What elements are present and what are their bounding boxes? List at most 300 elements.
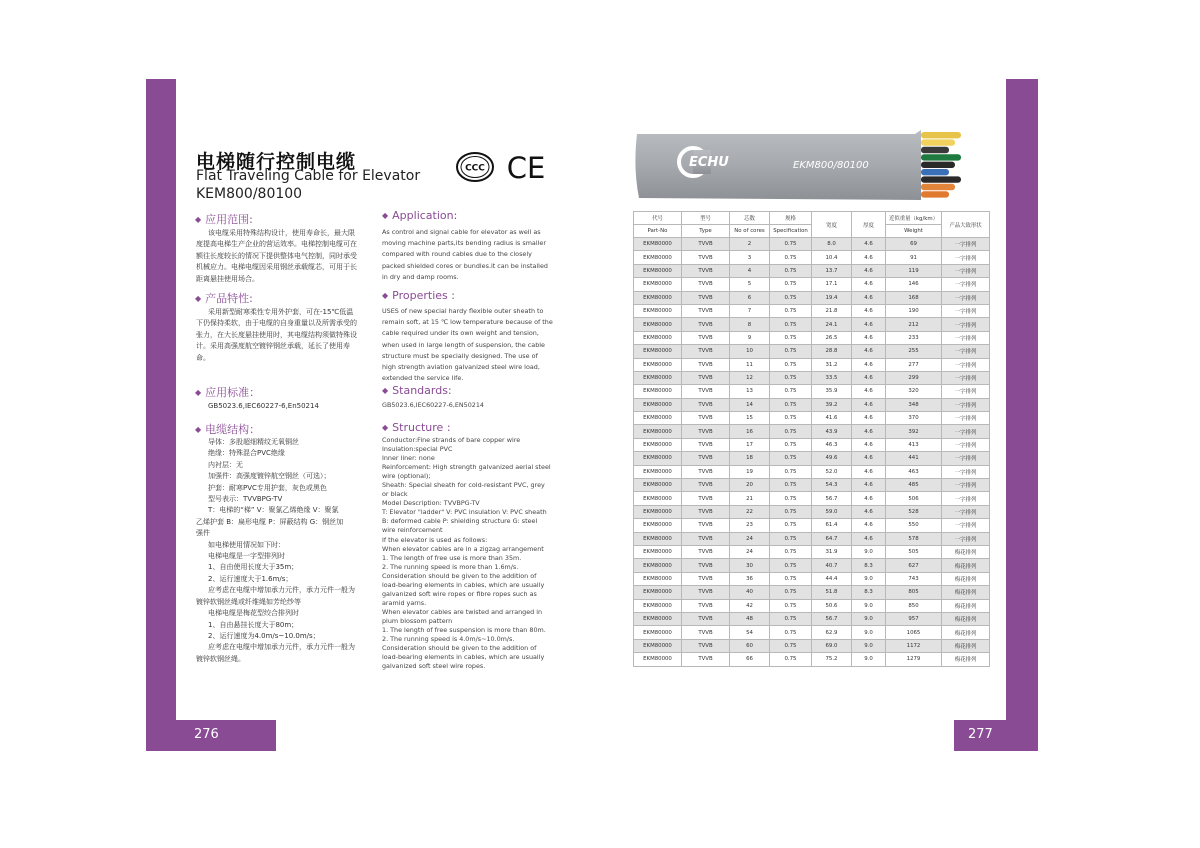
- col-header: 代号: [634, 212, 682, 225]
- table-cell: TVVB: [682, 626, 730, 639]
- right-page-footer-band: [954, 720, 1038, 751]
- table-cell: 9.0: [852, 639, 886, 652]
- cable-core: [921, 176, 961, 182]
- table-cell: 一字排列: [942, 345, 990, 358]
- table-cell: EKM80000: [634, 612, 682, 625]
- table-cell: 56.7: [812, 492, 852, 505]
- table-cell: EKM80000: [634, 545, 682, 558]
- table-cell: 10.4: [812, 251, 852, 264]
- table-cell: EKM80000: [634, 599, 682, 612]
- cable-model-text: EKM800/80100: [793, 160, 869, 171]
- table-cell: 2: [730, 238, 770, 251]
- cn-standards-heading: ◆ 应用标准：: [195, 386, 261, 399]
- diamond-bullet-icon: ◆: [195, 294, 202, 303]
- table-cell: 0.75: [770, 586, 812, 599]
- table-cell: 4.6: [852, 412, 886, 425]
- table-cell: TVVB: [682, 479, 730, 492]
- table-cell: 69: [886, 238, 942, 251]
- table-cell: 0.75: [770, 238, 812, 251]
- table-cell: 51.8: [812, 586, 852, 599]
- table-cell: 一字排列: [942, 304, 990, 317]
- table-cell: 441: [886, 452, 942, 465]
- table-cell: EKM80000: [634, 318, 682, 331]
- table-cell: TVVB: [682, 532, 730, 545]
- table-cell: 24.1: [812, 318, 852, 331]
- ccc-mark-text: CCC: [465, 163, 485, 174]
- en-structure-heading: ◆ Structure :: [382, 421, 451, 434]
- table-cell: 13: [730, 385, 770, 398]
- table-cell: TVVB: [682, 559, 730, 572]
- table-cell: 一字排列: [942, 318, 990, 331]
- table-cell: 4.6: [852, 251, 886, 264]
- table-cell: 59.0: [812, 505, 852, 518]
- table-cell: 54.3: [812, 479, 852, 492]
- table-cell: 4.6: [852, 358, 886, 371]
- table-cell: 4.6: [852, 452, 886, 465]
- cn-application-text: 该电缆采用特殊结构设计，使用寿命长，最大限 度提高电梯生产企业的营运效率。电梯控制电缆可在 额往长度较长的情况下提供整体电气控制，同时承受 机械应力。电梯电缆因采用钢丝承载缆芯，可用于长 距离悬挂使用场合。: [196, 229, 357, 283]
- table-cell: 50.6: [812, 599, 852, 612]
- col-header: 芯数: [730, 212, 770, 225]
- table-cell: 13.7: [812, 264, 852, 277]
- table-cell: 0.75: [770, 492, 812, 505]
- table-cell: 91: [886, 251, 942, 264]
- table-cell: 16: [730, 425, 770, 438]
- table-cell: 4.6: [852, 278, 886, 291]
- table-cell: TVVB: [682, 264, 730, 277]
- table-row: [634, 345, 990, 358]
- table-cell: 4.6: [852, 398, 886, 411]
- table-cell: 46.3: [812, 438, 852, 451]
- table-cell: TVVB: [682, 452, 730, 465]
- table-cell: 11: [730, 358, 770, 371]
- table-cell: 0.75: [770, 358, 812, 371]
- table-row: [634, 304, 990, 317]
- table-cell: 0.75: [770, 519, 812, 532]
- table-row: [634, 572, 990, 585]
- table-cell: 743: [886, 572, 942, 585]
- table-row: [634, 452, 990, 465]
- table-cell: EKM80000: [634, 358, 682, 371]
- table-cell: 20: [730, 479, 770, 492]
- table-row: [634, 653, 990, 666]
- table-cell: TVVB: [682, 251, 730, 264]
- table-cell: 15: [730, 412, 770, 425]
- table-cell: 4.6: [852, 345, 886, 358]
- page-number-right: 277: [968, 727, 993, 742]
- table-cell: 一字排列: [942, 358, 990, 371]
- table-cell: 52.0: [812, 465, 852, 478]
- table-cell: EKM80000: [634, 505, 682, 518]
- cn-properties-heading: ◆ 产品特性:: [195, 292, 253, 305]
- table-cell: 9.0: [852, 572, 886, 585]
- table-cell: 0.75: [770, 385, 812, 398]
- table-cell: TVVB: [682, 331, 730, 344]
- table-cell: 4.6: [852, 238, 886, 251]
- table-cell: TVVB: [682, 465, 730, 478]
- table-cell: 75.2: [812, 653, 852, 666]
- table-cell: 277: [886, 358, 942, 371]
- table-row: [634, 626, 990, 639]
- table-cell: 24: [730, 532, 770, 545]
- cn-structure-text: 导体：多股超细精纹无氧铜丝 绝缘：特殊混合PVC绝缘 内衬层：无 加强件：高强度镀锌航空钢丝（可选）； 护套：耐寒PVC专用护套，灰色或黑色 型号表示：TVVBPG-TV T：电梯的“梯” V：聚氯乙烯绝缘 V：聚氯 乙烯护套 B：扁形电缆 P：屏蔽结构 G：钢丝加 强件 如电梯使用情况如下时： 电梯电缆是一字型排列时 1、自由使用长度大于35m； 2、运行速度大于1.6m/s； 应考虑在电缆中增加承力元件，承力元件一般为 镀锌软钢丝绳或纤维绳如芳纶纱等 电梯电缆是梅花型绞合排列时 1、自由悬挂长度大于80m； 2、运行速度为4.0m/s~10.0m/s； 应考虑在电缆中增加承力元件，承力元件一般为 镀锌软钢丝绳。: [196, 438, 355, 663]
- table-row: [634, 559, 990, 572]
- table-cell: 212: [886, 318, 942, 331]
- table-cell: EKM80000: [634, 559, 682, 572]
- table-cell: 19.4: [812, 291, 852, 304]
- table-row: [634, 492, 990, 505]
- table-cell: 0.75: [770, 626, 812, 639]
- table-cell: 0.75: [770, 331, 812, 344]
- table-cell: 49.6: [812, 452, 852, 465]
- table-cell: 485: [886, 479, 942, 492]
- table-cell: TVVB: [682, 371, 730, 384]
- col-header: No of cores: [730, 225, 770, 238]
- table-cell: 一字排列: [942, 425, 990, 438]
- cable-core: [921, 184, 955, 190]
- table-cell: 17: [730, 438, 770, 451]
- table-cell: 36: [730, 572, 770, 585]
- table-row: [634, 291, 990, 304]
- table-cell: 54: [730, 626, 770, 639]
- table-cell: 0.75: [770, 398, 812, 411]
- table-cell: 23: [730, 519, 770, 532]
- table-cell: 梅花排列: [942, 559, 990, 572]
- table-cell: EKM80000: [634, 291, 682, 304]
- table-cell: 梅花排列: [942, 626, 990, 639]
- table-cell: EKM80000: [634, 479, 682, 492]
- table-cell: 528: [886, 505, 942, 518]
- table-cell: 578: [886, 532, 942, 545]
- table-cell: 梅花排列: [942, 612, 990, 625]
- table-cell: 30: [730, 559, 770, 572]
- table-cell: 一字排列: [942, 452, 990, 465]
- diamond-bullet-icon: ◆: [195, 388, 202, 397]
- table-cell: 550: [886, 519, 942, 532]
- table-cell: EKM80000: [634, 653, 682, 666]
- table-cell: 41.6: [812, 412, 852, 425]
- table-cell: EKM80000: [634, 264, 682, 277]
- table-cell: EKM80000: [634, 519, 682, 532]
- cn-structure-heading: ◆ 电缆结构：: [195, 423, 261, 436]
- table-cell: 4.6: [852, 519, 886, 532]
- en-properties-heading: ◆ Properties :: [382, 289, 455, 302]
- table-cell: 0.75: [770, 572, 812, 585]
- table-cell: 一字排列: [942, 398, 990, 411]
- col-header: 规格: [770, 212, 812, 225]
- table-cell: 14: [730, 398, 770, 411]
- table-cell: 8.3: [852, 559, 886, 572]
- table-cell: 4.6: [852, 291, 886, 304]
- table-cell: 梅花排列: [942, 586, 990, 599]
- table-cell: 一字排列: [942, 291, 990, 304]
- col-header: Type: [682, 225, 730, 238]
- table-cell: 233: [886, 331, 942, 344]
- table-cell: EKM80000: [634, 345, 682, 358]
- cn-properties-text: 采用新型耐寒柔性专用外护套，可在-15℃低温 下仍保持柔软，由于电缆的自身重量以及所需承受的 张力，在大长度悬挂使用时，其电缆结构须做特殊设 计。采用高强度航空镀锌钢丝承载，延长了使用寿 命。: [196, 308, 357, 362]
- table-cell: EKM80000: [634, 572, 682, 585]
- table-cell: 梅花排列: [942, 653, 990, 666]
- table-cell: 9.0: [852, 599, 886, 612]
- table-cell: 一字排列: [942, 278, 990, 291]
- table-cell: 4.6: [852, 438, 886, 451]
- table-cell: TVVB: [682, 425, 730, 438]
- table-cell: 一字排列: [942, 479, 990, 492]
- table-row: [634, 398, 990, 411]
- diamond-bullet-icon: ◆: [195, 215, 202, 224]
- table-cell: 18: [730, 452, 770, 465]
- table-cell: EKM80000: [634, 425, 682, 438]
- table-row: [634, 479, 990, 492]
- table-cell: 60: [730, 639, 770, 652]
- diamond-bullet-icon: ◆: [382, 386, 389, 395]
- table-cell: 0.75: [770, 345, 812, 358]
- table-cell: EKM80000: [634, 492, 682, 505]
- table-cell: 12: [730, 371, 770, 384]
- col-header: 产品大致形状: [942, 212, 990, 238]
- table-cell: 28.8: [812, 345, 852, 358]
- table-row: [634, 545, 990, 558]
- table-cell: 7: [730, 304, 770, 317]
- table-cell: 一字排列: [942, 251, 990, 264]
- table-cell: EKM80000: [634, 586, 682, 599]
- table-cell: 4.6: [852, 492, 886, 505]
- table-cell: EKM80000: [634, 465, 682, 478]
- table-cell: 69.0: [812, 639, 852, 652]
- table-cell: 505: [886, 545, 942, 558]
- diamond-bullet-icon: ◆: [195, 425, 202, 434]
- table-cell: 梅花排列: [942, 639, 990, 652]
- table-cell: 0.75: [770, 264, 812, 277]
- table-cell: 一字排列: [942, 385, 990, 398]
- col-header: Specification: [770, 225, 812, 238]
- table-cell: 一字排列: [942, 465, 990, 478]
- table-cell: 805: [886, 586, 942, 599]
- table-cell: 0.75: [770, 371, 812, 384]
- table-cell: 33.5: [812, 371, 852, 384]
- col-header: 型号: [682, 212, 730, 225]
- table-cell: 9.0: [852, 545, 886, 558]
- table-cell: 61.4: [812, 519, 852, 532]
- table-cell: TVVB: [682, 653, 730, 666]
- table-cell: TVVB: [682, 278, 730, 291]
- table-cell: 0.75: [770, 291, 812, 304]
- right-page-band: [1006, 79, 1038, 751]
- table-cell: 43.9: [812, 425, 852, 438]
- table-row: [634, 264, 990, 277]
- table-cell: 119: [886, 264, 942, 277]
- model-number: KEM800/80100: [196, 186, 303, 202]
- table-cell: 4.6: [852, 385, 886, 398]
- table-cell: EKM80000: [634, 639, 682, 652]
- table-cell: TVVB: [682, 505, 730, 518]
- table-cell: 4.6: [852, 331, 886, 344]
- table-row: [634, 318, 990, 331]
- table-cell: 0.75: [770, 251, 812, 264]
- en-application-heading: ◆ Application:: [382, 209, 458, 222]
- table-cell: 一字排列: [942, 505, 990, 518]
- table-cell: 4.6: [852, 532, 886, 545]
- table-row: [634, 586, 990, 599]
- table-cell: TVVB: [682, 612, 730, 625]
- ccc-mark-icon: [457, 153, 493, 181]
- cable-core: [921, 132, 961, 138]
- table-cell: 一字排列: [942, 492, 990, 505]
- table-cell: TVVB: [682, 519, 730, 532]
- table-cell: 146: [886, 278, 942, 291]
- table-cell: EKM80000: [634, 385, 682, 398]
- table-cell: 6: [730, 291, 770, 304]
- en-application-text: As control and signal cable for elevator as well as moving machine parts,its bending radius is smaller compared with round cables due to the closely packed shielded cores or bundles.it can be installed in dry and damp rooms.: [382, 228, 548, 281]
- cable-core: [921, 139, 955, 145]
- table-cell: 35.9: [812, 385, 852, 398]
- table-cell: 0.75: [770, 304, 812, 317]
- certification-marks: [455, 149, 550, 185]
- table-row: [634, 532, 990, 545]
- table-cell: 一字排列: [942, 331, 990, 344]
- table-cell: 0.75: [770, 425, 812, 438]
- table-cell: EKM80000: [634, 304, 682, 317]
- table-cell: TVVB: [682, 639, 730, 652]
- table-cell: 348: [886, 398, 942, 411]
- table-cell: 463: [886, 465, 942, 478]
- table-cell: TVVB: [682, 492, 730, 505]
- table-cell: 一字排列: [942, 264, 990, 277]
- table-row: [634, 412, 990, 425]
- table-cell: 957: [886, 612, 942, 625]
- table-cell: 40: [730, 586, 770, 599]
- table-cell: 26.5: [812, 331, 852, 344]
- table-cell: 3: [730, 251, 770, 264]
- cable-core: [921, 147, 949, 153]
- table-cell: EKM80000: [634, 452, 682, 465]
- table-cell: 627: [886, 559, 942, 572]
- table-cell: TVVB: [682, 438, 730, 451]
- table-row: [634, 278, 990, 291]
- table-cell: 4.6: [852, 318, 886, 331]
- table-cell: 1279: [886, 653, 942, 666]
- table-header-cn: [634, 212, 990, 225]
- table-cell: 24: [730, 545, 770, 558]
- table-cell: 4.6: [852, 465, 886, 478]
- table-cell: 一字排列: [942, 438, 990, 451]
- table-cell: 0.75: [770, 545, 812, 558]
- table-cell: EKM80000: [634, 626, 682, 639]
- page-title-cn: 电梯随行控制电缆: [196, 151, 357, 173]
- table-cell: 19: [730, 465, 770, 478]
- table-row: [634, 385, 990, 398]
- table-cell: 39.2: [812, 398, 852, 411]
- table-cell: EKM80000: [634, 398, 682, 411]
- table-cell: 21: [730, 492, 770, 505]
- table-cell: TVVB: [682, 586, 730, 599]
- table-cell: TVVB: [682, 345, 730, 358]
- table-cell: 一字排列: [942, 519, 990, 532]
- table-cell: 22: [730, 505, 770, 518]
- table-cell: 8.3: [852, 586, 886, 599]
- table-cell: 0.75: [770, 479, 812, 492]
- table-cell: 64.7: [812, 532, 852, 545]
- table-row: [634, 358, 990, 371]
- table-cell: EKM80000: [634, 412, 682, 425]
- table-cell: EKM80000: [634, 251, 682, 264]
- cable-brand-text: ECHU: [689, 155, 729, 170]
- table-row: [634, 519, 990, 532]
- table-cell: EKM80000: [634, 371, 682, 384]
- col-header: 宽度: [812, 212, 852, 238]
- table-cell: 4.6: [852, 264, 886, 277]
- table-cell: TVVB: [682, 572, 730, 585]
- table-cell: 392: [886, 425, 942, 438]
- en-standards-text: GB5023.6,IEC60227-6,EN50214: [382, 401, 484, 409]
- specification-table: [633, 211, 990, 667]
- table-cell: 4.6: [852, 505, 886, 518]
- table-cell: 8.0: [812, 238, 852, 251]
- table-cell: 9.0: [852, 626, 886, 639]
- table-cell: TVVB: [682, 412, 730, 425]
- col-header: Part-No: [634, 225, 682, 238]
- cable-core: [921, 191, 949, 197]
- table-cell: 40.7: [812, 559, 852, 572]
- table-cell: EKM80000: [634, 238, 682, 251]
- diamond-bullet-icon: ◆: [382, 211, 389, 220]
- table-cell: 4: [730, 264, 770, 277]
- table-cell: 17.1: [812, 278, 852, 291]
- cn-standards-text: GB5023.6,IEC60227-6,En50214: [208, 402, 319, 410]
- table-row: [634, 238, 990, 251]
- table-cell: TVVB: [682, 398, 730, 411]
- table-cell: 一字排列: [942, 412, 990, 425]
- table-cell: 299: [886, 371, 942, 384]
- table-cell: 1172: [886, 639, 942, 652]
- table-cell: 9.0: [852, 653, 886, 666]
- table-cell: 255: [886, 345, 942, 358]
- table-cell: 0.75: [770, 438, 812, 451]
- table-cell: 一字排列: [942, 238, 990, 251]
- table-cell: TVVB: [682, 385, 730, 398]
- table-cell: 168: [886, 291, 942, 304]
- table-row: [634, 612, 990, 625]
- table-cell: TVVB: [682, 238, 730, 251]
- table-cell: 320: [886, 385, 942, 398]
- table-cell: 506: [886, 492, 942, 505]
- table-cell: 梅花排列: [942, 572, 990, 585]
- cable-core: [921, 162, 955, 168]
- table-cell: TVVB: [682, 599, 730, 612]
- table-cell: 9.0: [852, 612, 886, 625]
- table-cell: 0.75: [770, 532, 812, 545]
- table-cell: 5: [730, 278, 770, 291]
- table-row: [634, 505, 990, 518]
- table-cell: 1065: [886, 626, 942, 639]
- page-number-left: 276: [194, 727, 219, 742]
- table-cell: 190: [886, 304, 942, 317]
- table-cell: 梅花排列: [942, 599, 990, 612]
- table-row: [634, 331, 990, 344]
- table-cell: 0.75: [770, 639, 812, 652]
- table-cell: 66: [730, 653, 770, 666]
- table-cell: TVVB: [682, 304, 730, 317]
- table-cell: TVVB: [682, 318, 730, 331]
- table-cell: 8: [730, 318, 770, 331]
- table-cell: 42: [730, 599, 770, 612]
- col-header: Weight: [886, 225, 942, 238]
- col-header: 厚度: [852, 212, 886, 238]
- table-cell: 56.7: [812, 612, 852, 625]
- col-header: 近似重量（kg/km）: [886, 212, 942, 225]
- cable-cores: [921, 132, 961, 198]
- page-title-en: Flat Traveling Cable for Elevator: [196, 168, 421, 184]
- table-cell: TVVB: [682, 291, 730, 304]
